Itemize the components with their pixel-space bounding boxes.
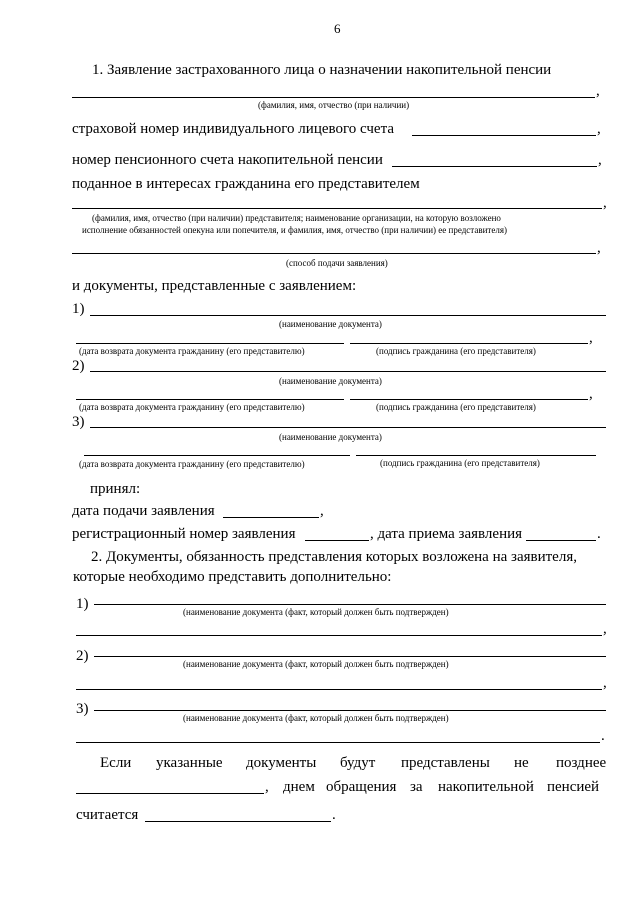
deadline-field[interactable] [76, 793, 264, 794]
final-word: указанные [156, 755, 223, 771]
representative-line[interactable] [72, 208, 602, 209]
fio-line[interactable] [72, 97, 595, 98]
submission-date-label: дата подачи заявления [72, 503, 215, 519]
document-name-caption: (наименование документа) [279, 432, 382, 442]
fio-caption: (фамилия, имя, отчество (при наличии) [258, 100, 410, 110]
document-name-line[interactable] [94, 604, 606, 605]
signature-caption: (подпись гражданина (его представителя) [376, 346, 536, 356]
document-number: 1) [76, 596, 89, 612]
snils-field-line[interactable] [412, 135, 596, 136]
final-word: накопительной [438, 779, 534, 795]
final-word: за [410, 779, 423, 795]
return-date-caption: (дата возврата документа гражданину (его представителю) [79, 459, 305, 469]
final-word: Если [100, 755, 132, 771]
method-caption: (способ подачи заявления) [286, 258, 388, 268]
documents-label: и документы, представленные с заявлением: [72, 278, 357, 294]
receipt-date-label: , дата приема заявления [370, 526, 523, 542]
document-name-line[interactable] [94, 656, 606, 657]
comma: , [596, 83, 600, 99]
document-fact-line[interactable] [76, 635, 602, 636]
document-fact-line[interactable] [76, 689, 602, 690]
document-name-caption: (наименование документа (факт, который должен быть подтвержден) [183, 713, 449, 723]
document-name-caption: (наименование документа (факт, который должен быть подтвержден) [183, 607, 449, 617]
signature-caption: (подпись гражданина (его представителя) [376, 402, 536, 412]
submission-date-field[interactable] [223, 517, 319, 518]
section2-heading: которые необходимо представить дополнительно: [73, 569, 392, 585]
reg-number-field[interactable] [305, 540, 369, 541]
document-name-line[interactable] [90, 315, 606, 316]
account-label: номер пенсионного счета накопительной пенсии [72, 152, 383, 168]
document-number: 3) [76, 701, 89, 717]
final-word: документы [246, 755, 317, 771]
return-date-caption: (дата возврата документа гражданину (его представителю) [79, 402, 305, 412]
receipt-date-field[interactable] [526, 540, 596, 541]
appeal-date-field[interactable] [145, 821, 331, 822]
final-word: позднее [556, 755, 607, 771]
accepted-label: принял: [90, 481, 141, 497]
final-word: пенсией [547, 779, 600, 795]
period: . [601, 728, 605, 744]
final-word: будут [340, 755, 376, 771]
comma: , [603, 621, 607, 637]
period: . [597, 526, 601, 542]
document-fact-line[interactable] [76, 742, 600, 743]
document-number: 3) [72, 414, 85, 430]
comma: , [589, 386, 593, 402]
document-number: 2) [76, 648, 89, 664]
page-number: 6 [334, 21, 341, 36]
signature-line[interactable] [350, 343, 588, 344]
document-number: 2) [72, 358, 85, 374]
document-name-line[interactable] [94, 710, 606, 711]
final-word: не [514, 755, 529, 771]
final-word: обращения [326, 779, 397, 795]
comma: , [597, 121, 601, 137]
return-date-line[interactable] [76, 343, 344, 344]
reg-number-label: регистрационный номер заявления [72, 526, 296, 542]
final-word: представлены [401, 755, 490, 771]
return-date-line[interactable] [84, 455, 350, 456]
signature-caption: (подпись гражданина (его представителя) [380, 458, 540, 468]
section1-heading: 1. Заявление застрахованного лица о назначении накопительной пенсии [92, 62, 552, 78]
comma: , [603, 195, 607, 211]
signature-line[interactable] [356, 455, 596, 456]
account-field-line[interactable] [392, 166, 597, 167]
comma: , [597, 240, 601, 256]
comma: , [603, 675, 607, 691]
period: . [332, 807, 336, 823]
considered-label: считается [76, 807, 139, 823]
representative-caption: исполнение обязанностей опекуна или попечителя, и фамилия, имя, отчество (при наличии) ее представителя) [82, 225, 507, 235]
comma: , [320, 503, 324, 519]
document-name-line[interactable] [90, 427, 606, 428]
final-word: днем [283, 779, 315, 795]
document-number: 1) [72, 301, 85, 317]
comma: , [265, 779, 269, 795]
representative-caption: (фамилия, имя, отчество (при наличии) представителя; наименование организации, на которую возложено [92, 213, 501, 223]
comma: , [598, 152, 602, 168]
document-name-line[interactable] [90, 371, 606, 372]
document-name-caption: (наименование документа (факт, который должен быть подтвержден) [183, 659, 449, 669]
comma: , [589, 330, 593, 346]
document-name-caption: (наименование документа) [279, 376, 382, 386]
method-line[interactable] [72, 253, 596, 254]
snils-label: страховой номер индивидуального лицевого счета [72, 121, 394, 137]
representative-label: поданное в интересах гражданина его представителем [72, 176, 420, 192]
section2-heading: 2. Документы, обязанность представления которых возложена на заявителя, [91, 549, 577, 565]
document-name-caption: (наименование документа) [279, 319, 382, 329]
return-date-line[interactable] [76, 399, 344, 400]
signature-line[interactable] [350, 399, 588, 400]
return-date-caption: (дата возврата документа гражданину (его представителю) [79, 346, 305, 356]
